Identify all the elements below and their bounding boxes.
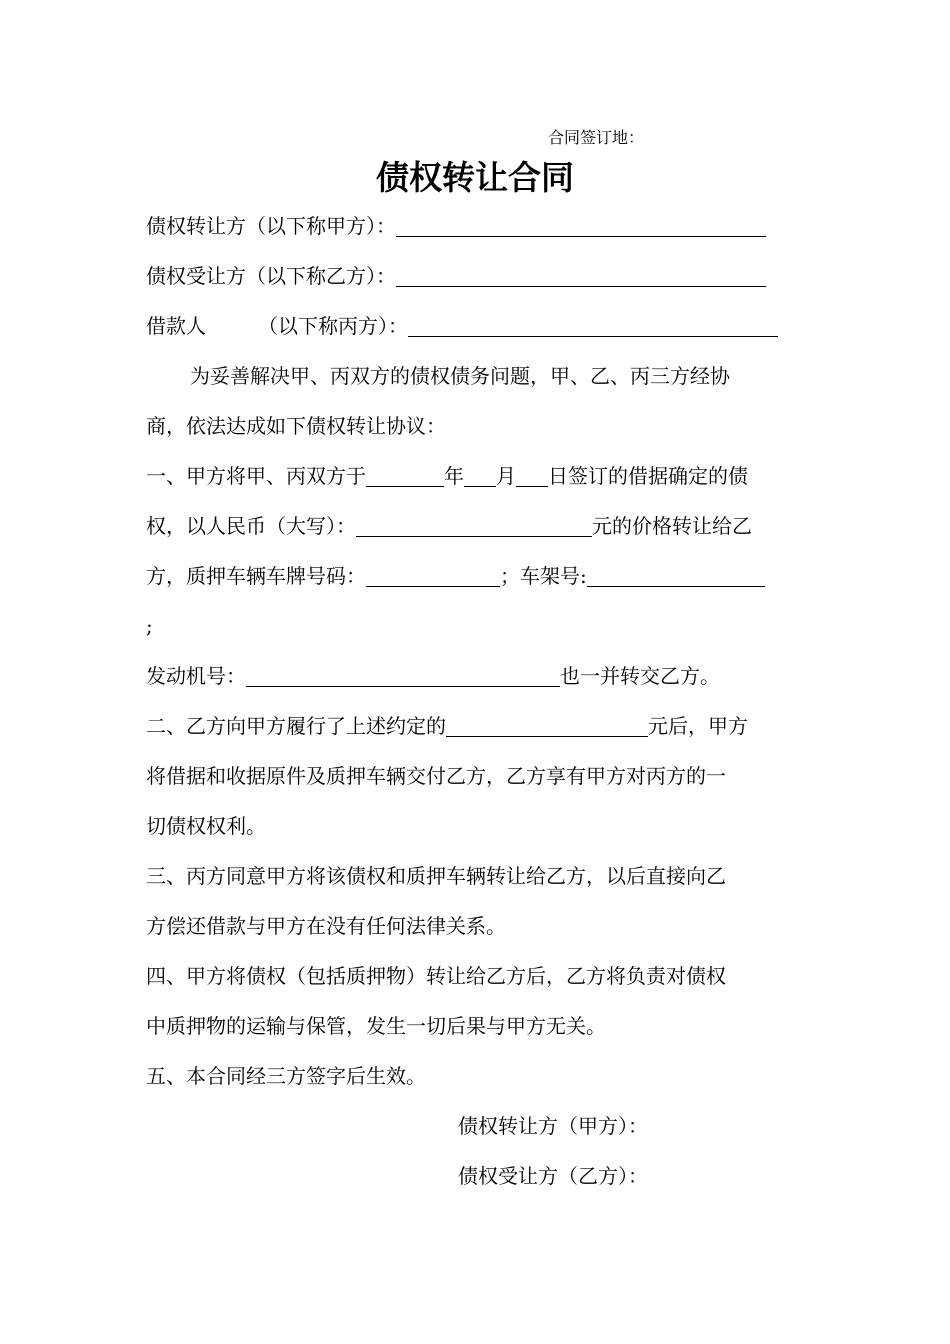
borrower-row: [146, 312, 778, 340]
month-label: 月: [496, 464, 516, 488]
payment-amount-blank[interactable]: [446, 714, 648, 737]
clause-2-line-3: 切债权权利。: [146, 814, 266, 838]
clause-1-line-2: [146, 512, 752, 540]
clause-2-line-1: [146, 712, 748, 740]
date-year-blank[interactable]: [366, 464, 444, 487]
clause-1-text: 一、甲方将甲、丙双方于: [146, 464, 366, 488]
date-day-blank[interactable]: [516, 464, 548, 487]
amount-label: 权，以人民币（大写）：: [146, 514, 356, 538]
clause-2-suffix: 元后，甲方: [648, 714, 748, 738]
amount-uppercase-blank[interactable]: [356, 514, 592, 537]
plate-label: 方，质押车辆车牌号码：: [146, 564, 366, 588]
transferee-row: [146, 262, 766, 290]
preamble-line-1: 为妥善解决甲、丙双方的债权债务问题，甲、乙、丙三方经协: [190, 364, 730, 388]
borrower-label: 借款人: [146, 314, 206, 338]
clause-1-line-4: ;: [146, 614, 153, 638]
date-month-blank[interactable]: [464, 464, 496, 487]
clause-2-text: 二、乙方向甲方履行了上述约定的: [146, 714, 446, 738]
vin-blank[interactable]: [587, 564, 765, 587]
engine-number-label: 发动机号：: [146, 664, 246, 688]
borrower-blank[interactable]: [408, 314, 778, 337]
clause-1-line-3: [146, 562, 765, 590]
borrower-label-suffix: （以下称丙方）：: [258, 314, 408, 338]
signing-place-label: 合同签订地：: [548, 128, 645, 147]
transferor-blank[interactable]: [396, 214, 766, 237]
year-label: 年: [444, 464, 464, 488]
transferee-label: 债权受让方（以下称乙方）：: [146, 264, 396, 288]
transferor-signature-label: 债权转让方（甲方）：: [458, 1114, 648, 1138]
clause-2-line-2: 将借据和收据原件及质押车辆交付乙方，乙方享有甲方对丙方的一: [146, 764, 726, 788]
clause-1-line-5: [146, 662, 720, 690]
engine-number-blank[interactable]: [246, 664, 560, 687]
transferee-signature-label: 债权受让方（乙方）：: [458, 1164, 648, 1188]
vin-label: ；车架号:: [500, 564, 587, 588]
transferee-blank[interactable]: [396, 264, 766, 287]
document-title: 债权转让合同: [376, 158, 574, 197]
amount-suffix: 元的价格转让给乙: [592, 514, 752, 538]
day-label-text: 日签订的借据确定的债: [548, 464, 748, 488]
transferor-label: 债权转让方（以下称甲方）：: [146, 214, 396, 238]
clause-3-line-1: 三、丙方同意甲方将该债权和质押车辆转让给乙方，以后直接向乙: [146, 864, 726, 888]
plate-number-blank[interactable]: [366, 564, 500, 587]
engine-number-suffix: 也一并转交乙方。: [560, 664, 720, 688]
transferor-row: [146, 212, 766, 240]
clause-4-line-2: 中质押物的运输与保管，发生一切后果与甲方无关。: [146, 1014, 606, 1038]
clause-1-line-1: [146, 462, 748, 490]
clause-5-line-1: 五、本合同经三方签字后生效。: [146, 1064, 426, 1088]
clause-4-line-1: 四、甲方将债权（包括质押物）转让给乙方后，乙方将负责对债权: [146, 964, 726, 988]
clause-3-line-2: 方偿还借款与甲方在没有任何法律关系。: [146, 914, 506, 938]
preamble-line-2: 商，依法达成如下债权转让协议：: [146, 414, 446, 438]
